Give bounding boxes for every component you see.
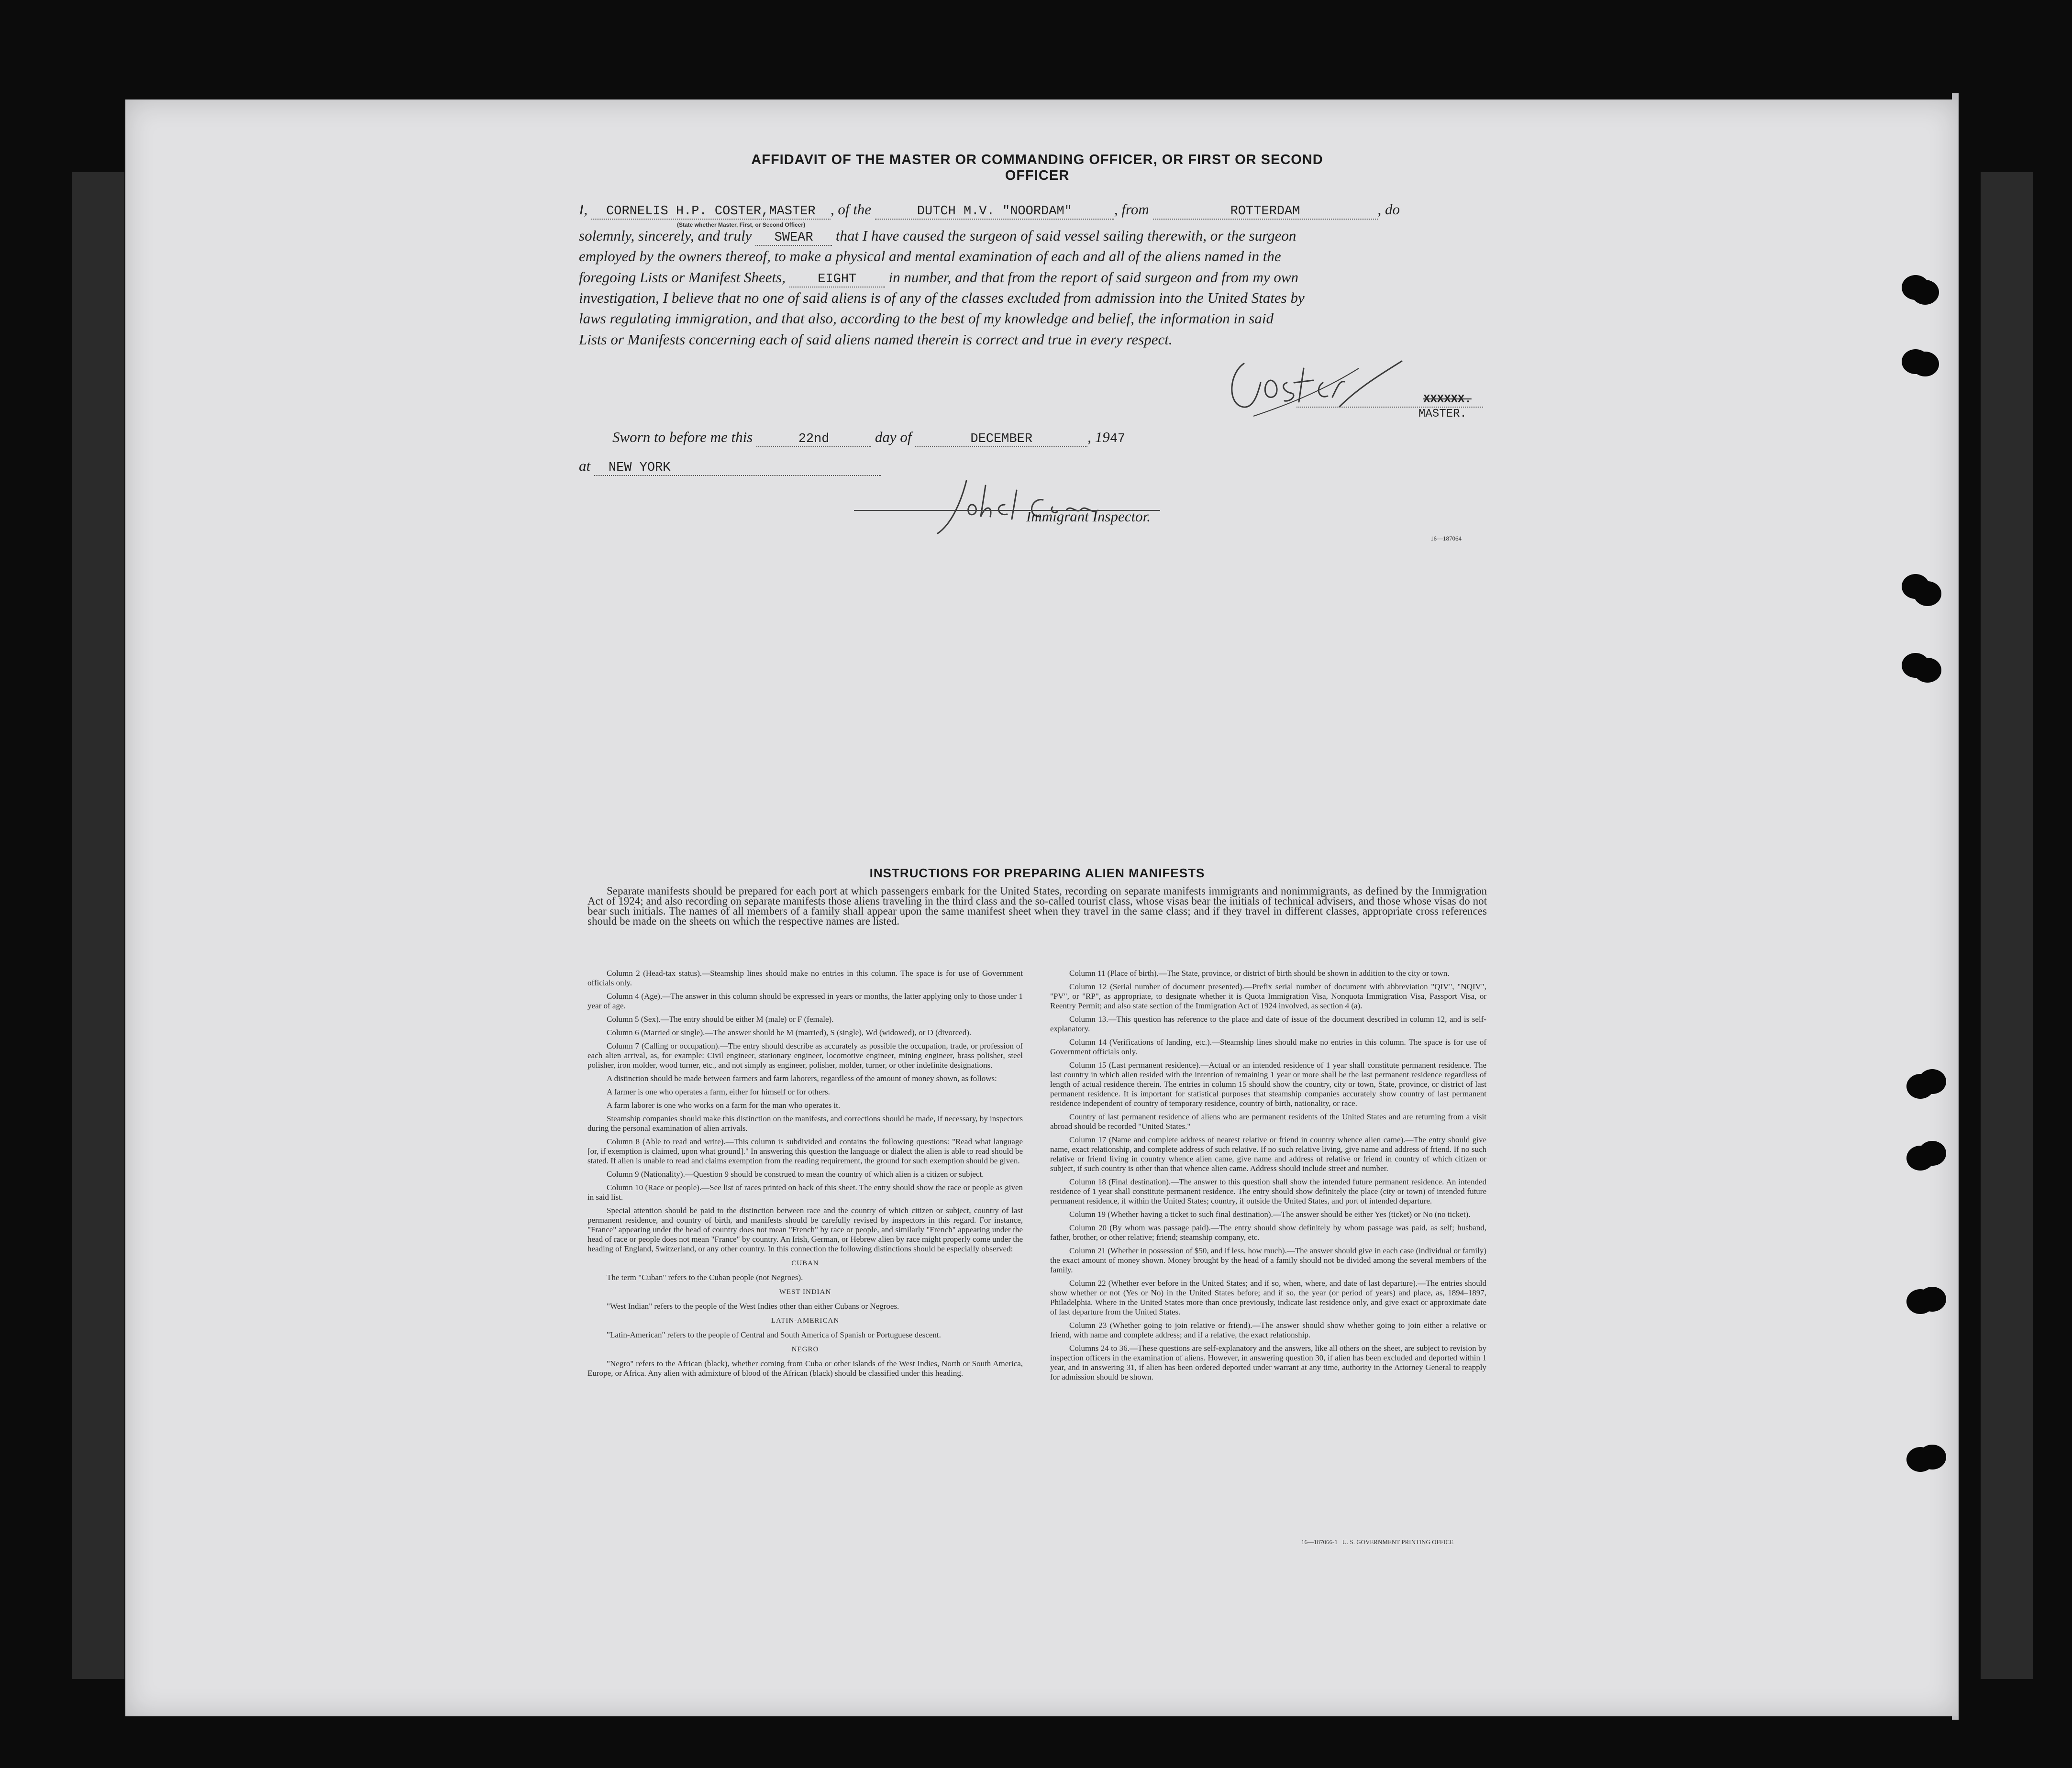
right-instruction-paragraph: Columns 24 to 36.—These questions are self-explanatory and the answers, like all others on the sheet, are subject to revision by inspection officers in the examination of aliens. However, in answering question 30, if alien has been excluded and deported within 1 year, and in answering 31, if alien has been ordered deported under warrant at any time, authority in the Attorney General to reapply for admission should be shown. <box>1050 1344 1486 1381</box>
port-field: ROTTERDAM <box>1153 204 1378 220</box>
race-heading: WEST INDIAN <box>779 1288 831 1296</box>
binder-hole <box>1918 1287 1946 1312</box>
footer-office: U. S. GOVERNMENT PRINTING OFFICE <box>1342 1538 1453 1546</box>
race-definition: "Latin-American" refers to the people of Central and South America of Spanish or Portuguese descent. <box>607 1330 941 1339</box>
of-the-text: , of the <box>830 201 872 218</box>
affidavit-line-1 <box>579 201 1400 220</box>
surgeon-text: that I have caused the surgeon of said vessel sailing therewith, or the surgeon <box>835 227 1296 244</box>
footer-form-number <box>1301 1538 1453 1546</box>
right-instruction-paragraph: Column 17 (Name and complete address of nearest relative or friend in country whence alien came).—The entry should give name, exact relationship, and complete address of such relative. If no such relative living, give name and address of friend. If no such relative or friend living in country whence alien came, give name and address of relative or friend in country of which citizen or subject, if such country is other than that whence alien came. Address should include street and number. <box>1050 1135 1486 1173</box>
right-instruction-paragraph: Column 20 (By whom was passage paid).—The entry should show definitely by whom passage was paid, as self; husband, father, brother, or other relative; friend; steamship company, etc. <box>1050 1223 1486 1242</box>
right-instruction-paragraph: Column 23 (Whether going to join relative or friend).—The answer should show whether going to join either a relative or friend, with name and complete address; and if a relative, the exact relationship. <box>1050 1321 1486 1339</box>
report-text: in number, and that from the report of said surgeon and from my own <box>888 269 1299 286</box>
struck-title: XXXXXX. <box>1423 393 1472 406</box>
sworn-text: Sworn to before me this <box>612 429 753 445</box>
right-instruction-paragraph: Column 13.—This question has reference to the place and date of issue of the document described in column 12, and is self-explanatory. <box>1050 1015 1486 1033</box>
instructions-right-column <box>1050 969 1486 1386</box>
left-instruction-paragraph: Column 5 (Sex).—The entry should be either M (male) or F (female). <box>607 1015 834 1024</box>
left-instruction-paragraph: Column 8 (Able to read and write).—This column is subdivided and contains the following questions: "Read what language [or, if exemption is claimed, upon what ground]." In answering this question the language or dialect the alien is able to read should be stated. If alien is unable to read and claims exemption from the reading requirement, the ground for such exemption should be given. <box>587 1137 1023 1165</box>
master-name-field: CORNELIS H.P. COSTER,MASTER <box>591 204 831 220</box>
day-of-text: day of <box>875 429 912 445</box>
at-text: at <box>579 457 591 474</box>
left-instruction-paragraph: A distinction should be made between farmers and farm laborers, regardless of the amount of money shown, as follows: <box>607 1074 997 1083</box>
master-signature <box>1225 335 1416 426</box>
at-line <box>579 457 881 476</box>
binder-hole <box>1918 1069 1946 1094</box>
left-instruction-paragraph: Column 10 (Race or people).—See list of races printed on back of this sheet. The entry should show the race or people as given in said list. <box>587 1183 1023 1202</box>
inspector-label: Immigrant Inspector. <box>1026 508 1151 525</box>
form-number: 16—187064 <box>1430 535 1462 542</box>
master-title: MASTER. <box>1418 408 1467 420</box>
affidavit-line-5: investigation, I believe that no one of said aliens is of any of the classes excluded from admission into the United States by <box>579 289 1305 306</box>
affidavit-line-6: laws regulating immigration, and that also, according to the best of my knowledge and belief, the information in said <box>579 310 1274 327</box>
state-note: (State whether Master, First, or Second Officer) <box>677 221 806 228</box>
instructions-intro <box>587 886 1487 930</box>
race-heading: NEGRO <box>791 1346 819 1353</box>
left-instruction-paragraph: Column 6 (Married or single).—The answer should be M (married), S (single), Wd (widowed), or D (divorced). <box>607 1028 972 1037</box>
instructions-title: INSTRUCTIONS FOR PREPARING ALIEN MANIFESTS <box>869 866 1205 880</box>
left-instruction-paragraph: Column 7 (Calling or occupation).—The entry should describe as accurately as possible the occupation, trade, or profession of each alien arrival, as, for example: Civil engineer, stationary engineer, locomotive engineer, mining engineer, brass polisher, steel polisher, iron molder, wood turner, etc., and not simply as engineer, polisher, molder, turner, or other indefinite designations. <box>587 1041 1023 1070</box>
binder-hole <box>1911 352 1939 376</box>
right-instruction-paragraph: Column 18 (Final destination).—The answer to this question shall show the intended future permanent residence. An intended residence of 1 year shall constitute permanent residence. The entry should show definitely the place (city or town) of intended future permanent residence, if within the United States; country, if outside the United States, and port of intended departure. <box>1050 1177 1486 1205</box>
left-instruction-paragraph: Column 4 (Age).—The answer in this column should be expressed in years or months, the latter applying only to those under 1 year of age. <box>587 992 1023 1010</box>
footer-number: 16—187066-1 <box>1301 1538 1338 1546</box>
place-field: NEW YORK <box>594 461 881 476</box>
left-instruction-paragraph: Steamship companies should make this distinction on the manifests, and corrections should be made, if necessary, by inspectors during the personal examination of alien arrivals. <box>587 1114 1023 1133</box>
sworn-month-field: DECEMBER <box>915 432 1087 447</box>
foregoing-text: foregoing Lists or Manifest Sheets, <box>579 269 786 286</box>
left-instruction-paragraph: Column 2 (Head-tax status).—Steamship lines should make no entries in this column. The space is for use of Government officials only. <box>587 969 1023 987</box>
right-instruction-paragraph: Column 15 (Last permanent residence).—Actual or an intended residence of 1 year shall constitute permanent residence. The last country in which alien resided with the intention of remaining 1 year or more shall be the last permanent residence regardless of length of actual residence therein. The entries in column 15 should show the country, city or town, State, province, or district of last permanent residence. It is important for statistical purposes that steamship companies accurately show country of last permanent residence independent of country of temporary residence, country of birth, nationality, or race. <box>1050 1061 1486 1108</box>
race-definition: The term "Cuban" refers to the Cuban people (not Negroes). <box>607 1273 803 1282</box>
sworn-line <box>612 429 1125 447</box>
sworn-day-field: 22nd <box>756 432 871 447</box>
binder-hole <box>1914 581 1941 606</box>
right-instruction-paragraph: Column 19 (Whether having a ticket to such final destination).—The answer should be either Yes (ticket) or No (no ticket). <box>1069 1210 1471 1219</box>
do-text: , do <box>1377 201 1400 218</box>
binder-hole <box>1911 280 1939 305</box>
left-instruction-paragraph: A farm laborer is one who works on a farm for the man who operates it. <box>607 1101 841 1110</box>
right-instruction-paragraph: Country of last permanent residence of aliens who are permanent residents of the United States and are returning from a visit abroad should be recorded "United States." <box>1050 1112 1486 1131</box>
from-text: , from <box>1114 201 1149 218</box>
right-instruction-paragraph: Column 14 (Verifications of landing, etc.).—Steamship lines should make no entries in this column. The space is for use of Government officials only. <box>1050 1038 1486 1056</box>
oath-field: SWEAR <box>755 231 832 246</box>
race-heading: LATIN-AMERICAN <box>771 1317 840 1325</box>
race-heading: CUBAN <box>791 1260 819 1267</box>
right-instruction-paragraph: Column 11 (Place of birth).—The State, province, or district of birth should be shown in addition to the city or town. <box>1069 969 1450 978</box>
right-instruction-paragraph: Column 12 (Serial number of document presented).—Prefix serial number of document with abbreviation "QIV", "NQIV", "PV", or "RP", as appropriate, to designate whether it is Quota Immigration Visa, Nonquota Immigration Visa, Passport Visa, or Reentry Permit; and also state section of the Immigration Act of 1924 involved, as section 4 (a). <box>1050 982 1486 1010</box>
left-instruction-paragraph: Special attention should be paid to the distinction between race and the country of which citizen or subject, country of last permanent residence, and country of birth, and manifests should be carefully revised by inspectors in this regard. For instance, "France" appearing under the head of country does not mean "French" by race or people, and similarly "French" appearing under the head of race or people does not mean "France" by country. An Irish, German, or Hebrew alien by race might properly come under the heading of England, Switzerland, or any other country. In this connection the following distinctions should be especially observed: <box>587 1206 1023 1253</box>
right-instruction-paragraph: Column 22 (Whether ever before in the United States; and if so, when, where, and date of last departure).—The entries should show whether or not (Yes or No) in the United States before; and if so, the year (or period of years) and place, as, 1894–1897, Philadelphia. Where in the United States more than once previously, indicate last residence only, and give exact or approximate date of last departure from the United States. <box>1050 1279 1486 1316</box>
solemnly-text: solemnly, sincerely, and truly <box>579 227 752 244</box>
affidavit-title: AFFIDAVIT OF THE MASTER OR COMMANDING OFFICER, OR FIRST OR SECOND OFFICER <box>751 152 1323 183</box>
scan-border-right <box>1981 172 2033 1679</box>
affidavit-line-2 <box>579 227 1296 246</box>
affidavit-line-7: Lists or Manifests concerning each of said aliens named therein is correct and true in every respect. <box>579 331 1173 348</box>
left-instruction-paragraph: A farmer is one who operates a farm, either for himself or for others. <box>607 1087 830 1096</box>
race-definition: "West Indian" refers to the people of the West Indies other than either Cubans or Negroes. <box>607 1302 899 1311</box>
inspector-signature <box>923 471 1153 543</box>
vessel-name-field: DUTCH M.V. "NOORDAM" <box>875 204 1114 220</box>
instructions-left-column <box>587 969 1023 1382</box>
binder-hole <box>1918 1445 1946 1470</box>
intro-paragraph: Separate manifests should be prepared for each port at which passengers embark for the United States, recording on separate manifests immigrants and nonimmigrants, as defined by the Immigration Act of 1924; and also recording on separate manifests those aliens traveling in the third class and the so-called tourist class, whose visas bear the initials of technical advisers, and those whose visas do not bear such initials. The names of all members of a family shall appear upon the same manifest sheet when they travel in the same class; and if they travel in different classes, appropriate cross references should be made on the sheets on which the respective names are listed. <box>587 885 1487 927</box>
scan-border-left <box>72 172 124 1679</box>
pronoun-i: I, <box>579 201 588 218</box>
right-instruction-paragraph: Column 21 (Whether in possession of $50, and if less, how much).—The answer should give in each case (individual or family) the exact amount of money shown. Money brought by the head of a family should not be divided among the several members of the family. <box>1050 1246 1486 1274</box>
affidavit-line-3: employed by the owners thereof, to make a physical and mental examination of each and all of the aliens named in the <box>579 248 1281 265</box>
sheet-count-field: EIGHT <box>789 272 885 287</box>
race-definition: "Negro" refers to the African (black), whether coming from Cuba or other islands of the West Indies, North or South America, Europe, or Africa. Any alien with admixture of blood of the African (black) should be classified under this heading. <box>587 1359 1023 1378</box>
left-instruction-paragraph: Column 9 (Nationality).—Question 9 should be construed to mean the country of which alien is a citizen or subject. <box>607 1170 984 1179</box>
binder-hole <box>1914 658 1941 683</box>
affidavit-line-4 <box>579 269 1298 287</box>
year-prefix: , 19 <box>1087 429 1110 445</box>
sworn-year-field: 47 <box>1109 432 1126 446</box>
binder-hole <box>1918 1141 1946 1166</box>
